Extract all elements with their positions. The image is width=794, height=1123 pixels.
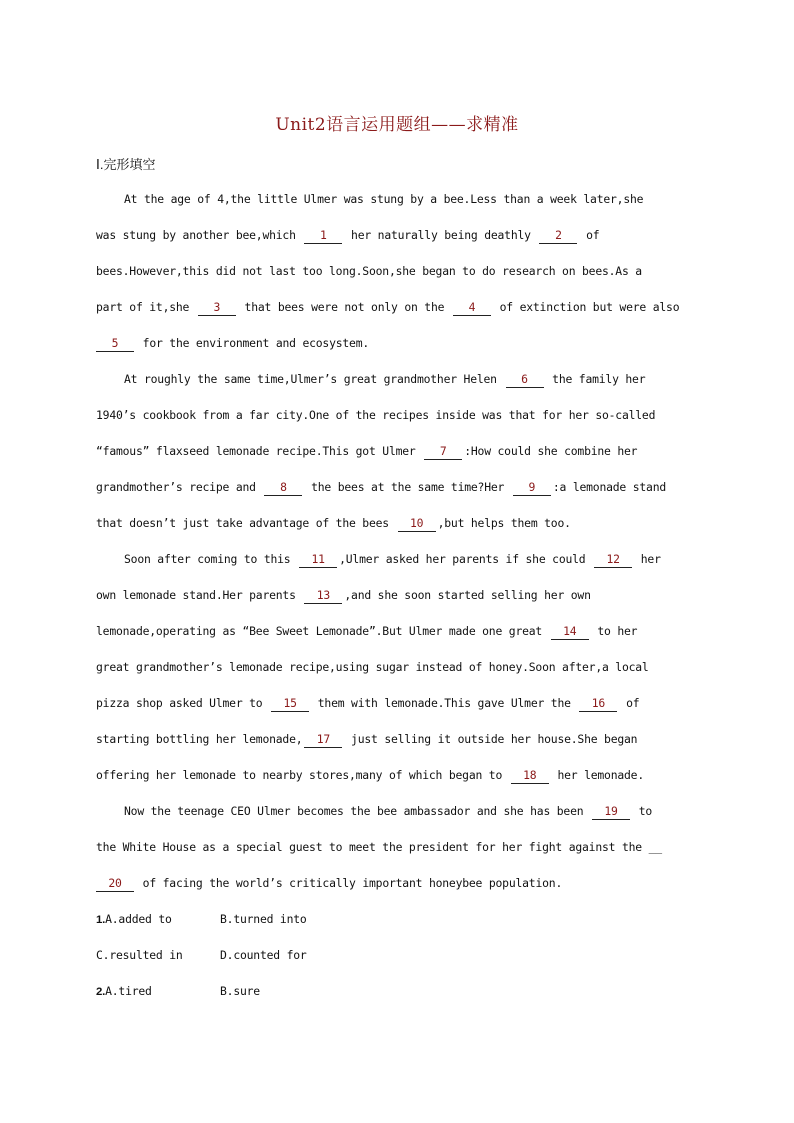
blank-13[interactable]: 13 [304,588,342,604]
blank-5[interactable]: 5 [96,336,134,352]
option-row [96,976,696,1012]
text-line: 20 of facing the world’s critically important honeybee population. [96,868,696,904]
passage [96,184,696,1012]
option-b[interactable]: B.sure [220,984,260,998]
text-line: lemonade,operating as “Bee Sweet Lemonade”.But Ulmer made one great 14 to her [96,624,638,638]
text-line: Soon after coming to this 11 ,Ulmer asked her parents if she could 12 her [124,552,661,566]
blank-14[interactable]: 14 [551,624,589,640]
option-d[interactable]: D.counted for [220,948,307,962]
text-line: own lemonade stand.Her parents 13 ,and she soon started selling her own [96,588,591,602]
blank-15[interactable]: 15 [271,696,309,712]
text-line: pizza shop asked Ulmer to 15 them with lemonade.This gave Ulmer the 16 of [96,696,640,710]
blank-6[interactable]: 6 [506,372,544,388]
option-row [96,904,696,940]
blank-18[interactable]: 18 [511,768,549,784]
blank-17[interactable]: 17 [304,732,342,748]
text-line: starting bottling her lemonade, 17 just selling it outside her house.She began [96,732,638,746]
blank-19[interactable]: 19 [592,804,630,820]
text-line: 5 for the environment and ecosystem. [96,328,696,364]
blank-7[interactable]: 7 [424,444,462,460]
blank-3[interactable]: 3 [198,300,236,316]
text-line: great grandmother’s lemonade recipe,using sugar instead of honey.Soon after,a local [96,660,649,674]
option-row [96,940,696,976]
question-number: 1. [96,914,106,926]
blank-20[interactable]: 20 [96,876,134,892]
text-line: grandmother’s recipe and 8 the bees at the same time?Her 9 :a lemonade stand [96,480,667,494]
blank-8[interactable]: 8 [264,480,302,496]
blank-4[interactable]: 4 [453,300,491,316]
text-line: offering her lemonade to nearby stores,many of which began to 18 her lemonade. [96,768,644,782]
blank-9[interactable]: 9 [513,480,551,496]
option-b[interactable]: B.turned into [220,912,307,926]
blank-16[interactable]: 16 [579,696,617,712]
blank-1[interactable]: 1 [304,228,342,244]
text-line: was stung by another bee,which 1 her naturally being deathly 2 of [96,228,600,242]
text-line: bees.However,this did not last too long.Soon,she began to do research on bees.As a [96,264,642,278]
text-line: that doesn’t just take advantage of the bees 10 ,but helps them too. [96,516,571,530]
page-title: Unit2语言运用题组——求精准 [275,115,519,135]
question-number: 2. [96,986,106,998]
blank-10[interactable]: 10 [398,516,436,532]
section-heading: Ⅰ.完形填空 [96,157,156,172]
text-line: At roughly the same time,Ulmer’s great grandmother Helen 6 the family her [124,372,646,386]
text-line: the White House as a special guest to meet the president for her fight against the __ [96,840,662,854]
blank-12[interactable]: 12 [594,552,632,568]
text-line: At the age of 4,the little Ulmer was stung by a bee.Less than a week later,she [124,192,644,206]
blank-11[interactable]: 11 [299,552,337,568]
text-line: “famous” flaxseed lemonade recipe.This got Ulmer 7 :How could she combine her [96,444,638,458]
option-a[interactable]: A.added to [105,912,172,926]
option-c[interactable]: C.resulted in [96,948,183,962]
text-line: 1940’s cookbook from a far city.One of the recipes inside was that for her so-called [96,408,656,422]
blank-2[interactable]: 2 [539,228,577,244]
text-line: Now the teenage CEO Ulmer becomes the bee ambassador and she has been 19 to [124,804,653,818]
option-a[interactable]: A.tired [105,984,152,998]
text-line: part of it,she 3 that bees were not only on the 4 of extinction but were also [96,300,680,314]
